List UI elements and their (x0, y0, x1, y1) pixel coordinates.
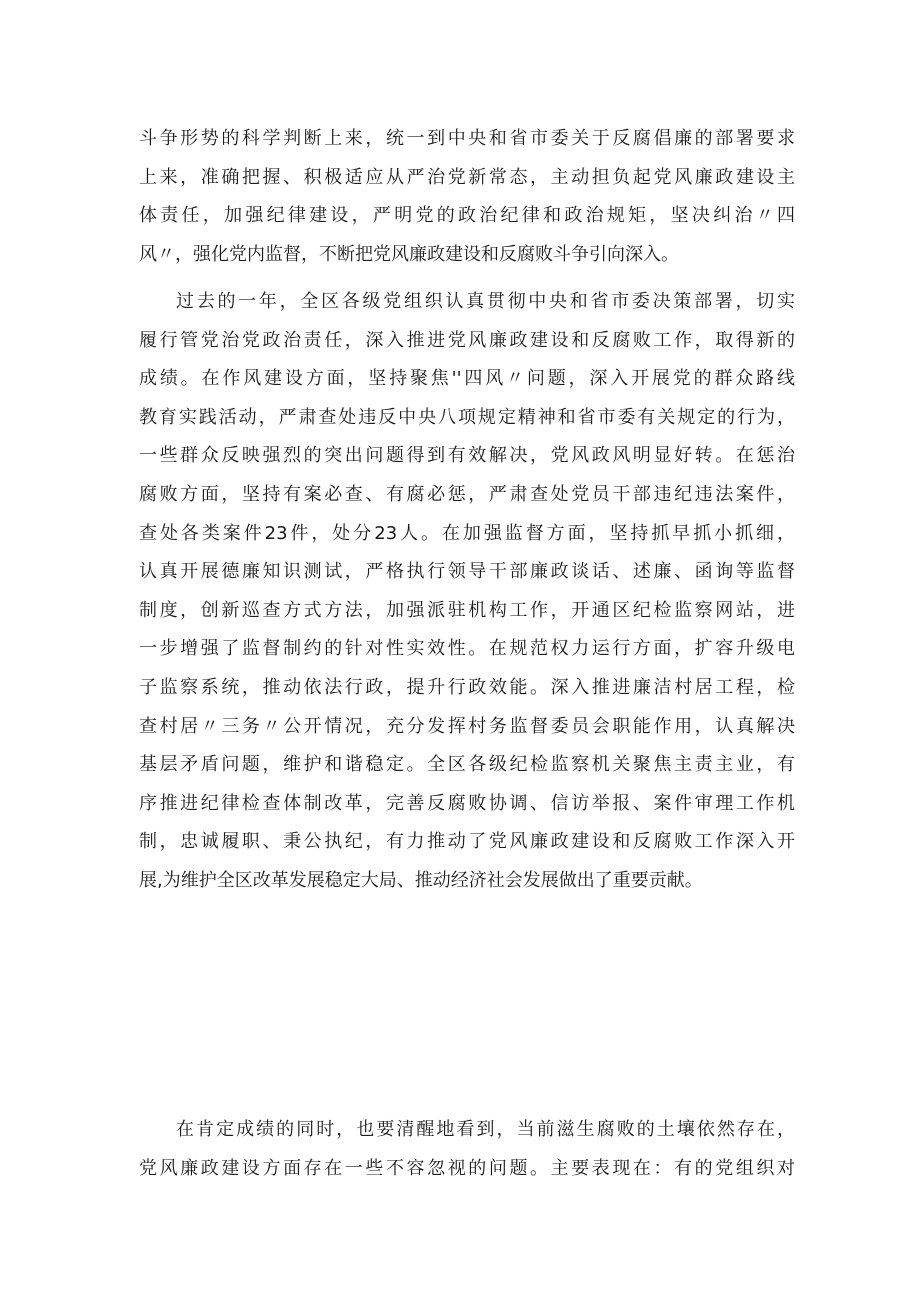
paragraph-2 (139, 283, 795, 901)
paragraph-line: 认真开展德廉知识测试，严格执行领导干部廉政谈话、述廉、函询等监督 (139, 561, 795, 583)
paragraph-line: 制，忠诚履职、秉公执纪，有力推动了党风廉政建设和反腐败工作深入开 (139, 831, 795, 853)
paragraph-line: 在肯定成绩的同时，也要清醒地看到，当前滋生腐败的土壤依然存在， (176, 1119, 795, 1140)
paragraph-line: 腐败方面，坚持有案必查、有腐必惩，严肃查处党员干部违纪违法案件， (139, 483, 795, 505)
paragraph-line: 制度，创新巡查方式方法，加强派驻机构工作，开通区纪检监察网站，进 (139, 599, 795, 621)
paragraph-line: 体责任，加强纪律建设，严明党的政治纪律和政治规矩，坚决纠治〃四 (139, 205, 795, 227)
paragraph-line: 查处各类案件23件，处分23人。在加强监督方面，坚持抓早抓小抓细， (139, 522, 795, 544)
paragraph-line: 履行管党治党政治责任，深入推进党风廉政建设和反腐败工作，取得新的 (139, 329, 795, 351)
paragraph-line: 基层矛盾问题，维护和谐稳定。全区各级纪检监察机关聚焦主责主业，有 (139, 754, 795, 776)
paragraph-line: 序推进纪律检查体制改革，完善反腐败协调、信访举报、案件审理工作机 (139, 792, 795, 814)
paragraph-line: 教育实践活动，严肃查处违反中央八项规定精神和省市委有关规定的行为， (139, 406, 795, 428)
paragraph-line: 党风廉政建设方面存在一些不容忽视的问题。主要表现在：有的党组织对 (139, 1157, 795, 1179)
paragraph-line: 展,为维护全区改革发展稳定大局、推动经济社会发展做出了重要贡献。 (139, 869, 703, 891)
paragraph-3 (139, 1111, 795, 1188)
paragraph-line: 子监察系统，推动依法行政，提升行政效能。深入推进廉洁村居工程，检 (139, 676, 795, 698)
paragraph-line: 过去的一年，全区各级党组织认真贯彻中央和省市委决策部署，切实 (176, 291, 795, 312)
paragraph-line: 查村居〃三务〃公开情况，充分发挥村务监督委员会职能作用，认真解决 (139, 715, 795, 737)
paragraph-1 (139, 120, 795, 274)
paragraph-line: 成绩。在作风建设方面，坚持聚焦''四风〃问题，深入开展党的群众路线 (139, 368, 795, 390)
paragraph-line: 一些群众反映强烈的突出问题得到有效解决，党风政风明显好转。在惩治 (139, 445, 795, 467)
paragraph-line: 上来，准确把握、积极适应从严治党新常态，主动担负起党风廉政建设主 (139, 166, 795, 188)
paragraph-line: 斗争形势的科学判断上来，统一到中央和省市委关于反腐倡廉的部署要求 (139, 128, 795, 149)
paragraph-line: 一步增强了监督制约的针对性实效性。在规范权力运行方面，扩容升级电 (139, 638, 795, 660)
paragraph-line: 风〃，强化党内监督，不断把党风廉政建设和反腐败斗争引向深入。 (139, 243, 679, 265)
